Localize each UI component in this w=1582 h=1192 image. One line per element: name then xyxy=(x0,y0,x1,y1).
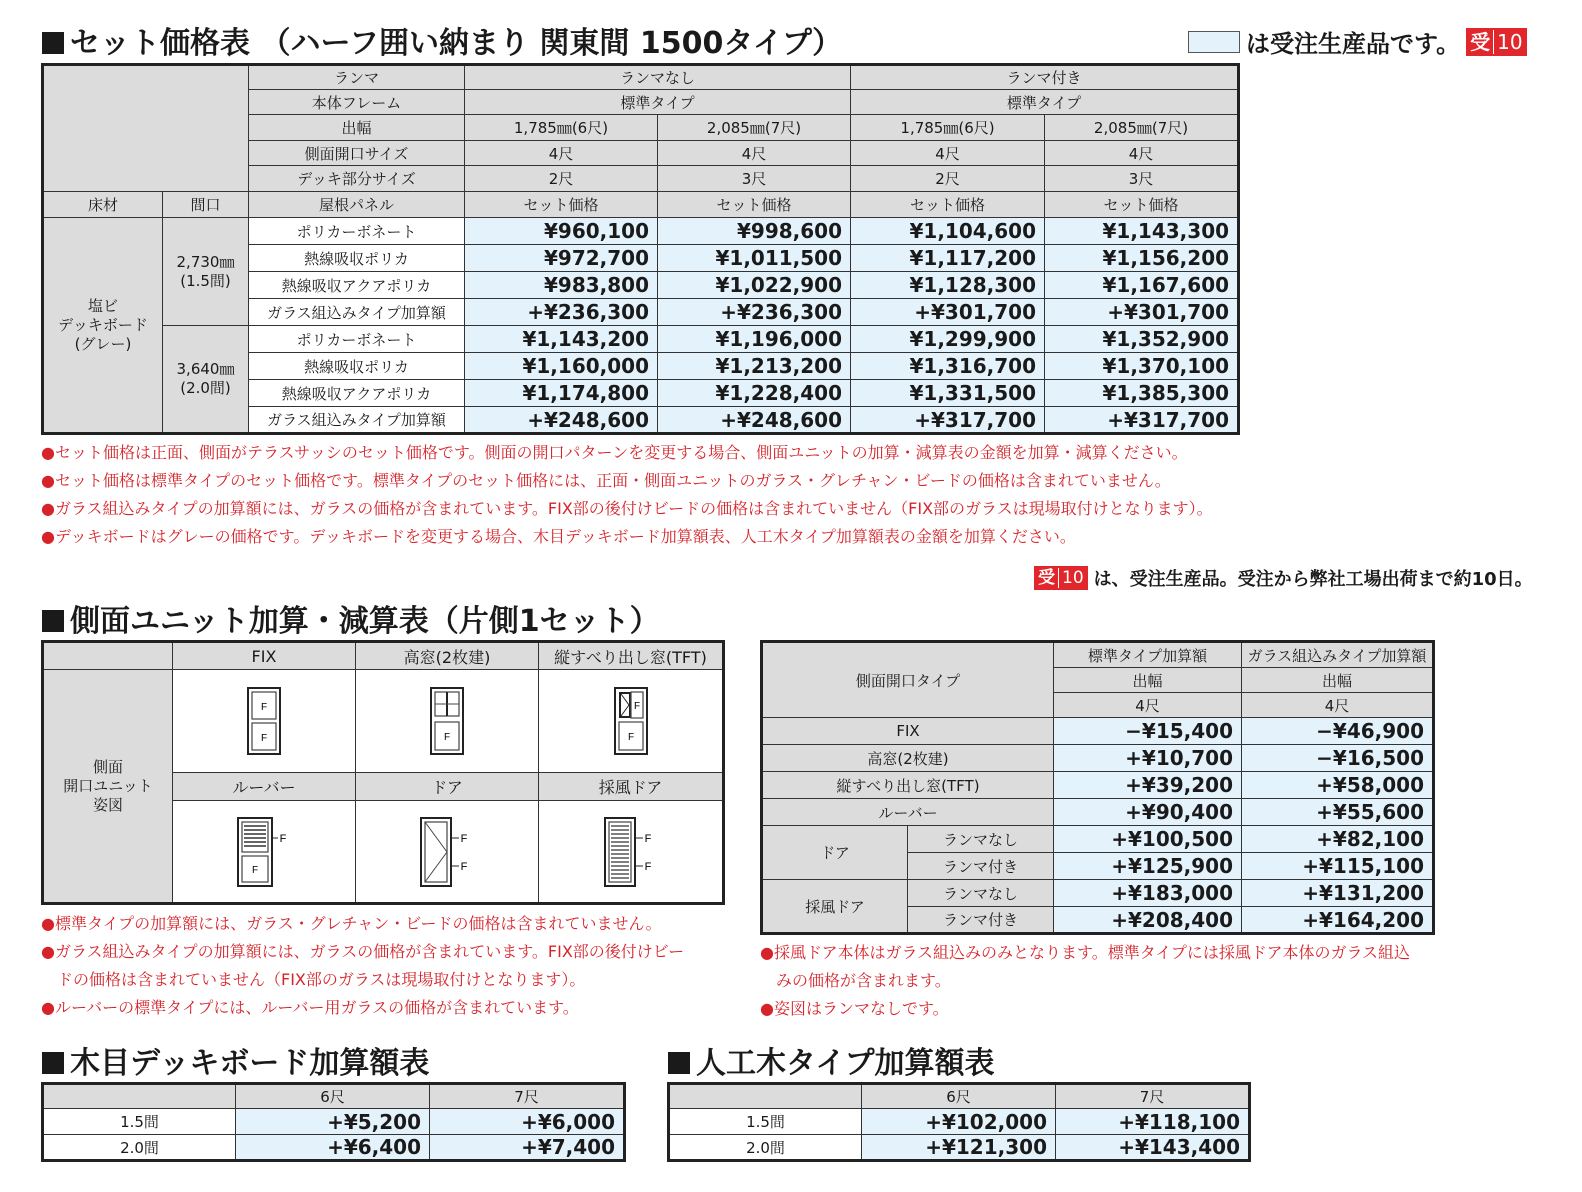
roof-cell: 熱線吸収ポリカ xyxy=(249,353,465,380)
table-cell: ランマなし xyxy=(908,880,1054,907)
table-cell: 標準タイプ加算額 xyxy=(1054,642,1242,668)
custom-order-badge: 受 10 xyxy=(1034,566,1088,590)
fix-window-icon xyxy=(246,686,282,756)
legend xyxy=(1188,24,1527,59)
price-cell: ¥1,160,000 xyxy=(465,353,658,380)
row-label-ranma: ランマ xyxy=(249,65,465,90)
price-cell: +¥100,500 xyxy=(1054,826,1242,853)
price-cell: ¥960,100 xyxy=(465,218,658,245)
price-cell: +¥58,000 xyxy=(1242,772,1434,799)
price-cell: +¥10,700 xyxy=(1054,745,1242,772)
side-open-cell: 4尺 xyxy=(851,141,1045,166)
row-label-width: 出幅 xyxy=(249,115,465,141)
price-cell: ¥998,600 xyxy=(658,218,851,245)
table-cell: ガラス組込みタイプ加算額 xyxy=(1242,642,1434,668)
svg-text:F: F xyxy=(644,860,651,873)
price-cell: +¥301,700 xyxy=(851,299,1045,326)
table-cell: 2.0間 xyxy=(669,1135,862,1161)
table-cell: ルーバー xyxy=(762,799,1054,826)
table-cell: 採風ドア xyxy=(539,773,724,801)
width-cell: 1,785㎜(6尺) xyxy=(851,115,1045,141)
page-title: セット価格表 （ハーフ囲い納まり 関東間 1500タイプ） xyxy=(42,18,842,62)
price-cell: ¥1,128,300 xyxy=(851,272,1045,299)
door-icon xyxy=(417,816,477,888)
price-cell: ¥1,228,400 xyxy=(658,380,851,407)
price-cell: +¥131,200 xyxy=(1242,880,1434,907)
roof-cell: ガラス組込みタイプ加算額 xyxy=(249,407,465,434)
table-cell: 2.0間 xyxy=(43,1135,236,1161)
table-cell: 高窓(2枚建) xyxy=(356,642,539,670)
side-open-cell: 4尺 xyxy=(658,141,851,166)
square-bullet-icon xyxy=(668,1052,690,1074)
price-header: セット価格 xyxy=(465,192,658,218)
tft-window-icon xyxy=(613,686,649,756)
svg-text:F: F xyxy=(460,860,468,873)
table-cell: 6尺 xyxy=(862,1084,1056,1109)
side-unit-notes-right xyxy=(760,939,1410,1023)
maguchi-cell: 3,640㎜ (2.0間) xyxy=(163,326,249,434)
deck-size-cell: 3尺 xyxy=(1045,166,1239,192)
svg-text:F: F xyxy=(443,732,451,743)
legend-text: は受注生産品です。 xyxy=(1246,30,1461,58)
price-cell: ¥1,117,200 xyxy=(851,245,1045,272)
louver-figure xyxy=(173,801,356,904)
price-cell: +¥6,400 xyxy=(236,1135,430,1161)
side-unit-title: 側面ユニット加算・減算表（片側1セット） xyxy=(42,596,660,640)
svg-text:F: F xyxy=(260,733,268,744)
price-cell: ¥1,167,600 xyxy=(1045,272,1239,299)
price-cell: ¥1,143,300 xyxy=(1045,218,1239,245)
table-row xyxy=(43,326,1239,353)
fix-figure xyxy=(173,670,356,773)
table-cell: 出幅 xyxy=(1054,668,1242,693)
price-cell: ¥1,385,300 xyxy=(1045,380,1239,407)
price-cell: +¥317,700 xyxy=(1045,407,1239,434)
door-figure xyxy=(356,801,539,904)
table-row xyxy=(762,745,1434,772)
custom-order-swatch xyxy=(1188,31,1240,53)
table-row xyxy=(669,1109,1250,1135)
price-cell: +¥115,100 xyxy=(1242,853,1434,880)
price-cell: +¥39,200 xyxy=(1054,772,1242,799)
table-row xyxy=(762,772,1434,799)
table-cell: ランマ付き xyxy=(908,907,1054,934)
table-cell: ルーバー xyxy=(173,773,356,801)
table-cell: 6尺 xyxy=(236,1084,430,1109)
deck-size-cell: 3尺 xyxy=(658,166,851,192)
svg-text:F: F xyxy=(260,702,268,713)
price-cell: +¥248,600 xyxy=(465,407,658,434)
corner-cell xyxy=(43,642,173,670)
roof-cell: 熱線吸収アクアポリカ xyxy=(249,380,465,407)
maguchi-cell: 2,730㎜ (1.5間) xyxy=(163,218,249,326)
price-header: セット価格 xyxy=(851,192,1045,218)
type-label: 側面開口タイプ xyxy=(762,642,1054,718)
table-row xyxy=(43,1109,625,1135)
corner-cell xyxy=(43,1084,236,1109)
svg-text:F: F xyxy=(633,701,640,712)
price-cell: +¥236,300 xyxy=(465,299,658,326)
floor-cell: 塩ビ デッキボード (グレー) xyxy=(43,218,163,434)
wood-deck-table xyxy=(41,1082,626,1162)
roof-cell: ガラス組込みタイプ加算額 xyxy=(249,299,465,326)
price-cell: −¥46,900 xyxy=(1242,718,1434,745)
width-cell: 2,085㎜(7尺) xyxy=(1045,115,1239,141)
table-cell: ドア xyxy=(762,826,908,880)
side-unit-notes-left xyxy=(41,910,684,1022)
table-cell: 縦すべり出し窓(TFT) xyxy=(762,772,1054,799)
price-cell: −¥15,400 xyxy=(1054,718,1242,745)
unit-figure-table xyxy=(41,640,725,905)
price-cell: −¥16,500 xyxy=(1242,745,1434,772)
price-cell: +¥55,600 xyxy=(1242,799,1434,826)
side-open-cell: 4尺 xyxy=(1045,141,1239,166)
price-header: セット価格 xyxy=(658,192,851,218)
table-cell: ランマ付き xyxy=(908,853,1054,880)
table-row xyxy=(669,1135,1250,1161)
table-cell: 4尺 xyxy=(1054,693,1242,718)
row-label-deck-size: デッキ部分サイズ xyxy=(249,166,465,192)
price-cell: +¥7,400 xyxy=(430,1135,625,1161)
price-cell: +¥90,400 xyxy=(1054,799,1242,826)
width-cell: 1,785㎜(6尺) xyxy=(465,115,658,141)
note-line: ●ルーバーの標準タイプには、ルーバー用ガラスの価格が含まれています。 xyxy=(41,998,579,1017)
set-price-notes xyxy=(41,439,1213,551)
artificial-wood-table xyxy=(667,1082,1251,1162)
price-cell: +¥5,200 xyxy=(236,1109,430,1135)
price-cell: ¥1,213,200 xyxy=(658,353,851,380)
price-cell: ¥1,022,900 xyxy=(658,272,851,299)
roof-cell: ポリカーボネート xyxy=(249,218,465,245)
square-bullet-icon xyxy=(42,610,64,632)
table-cell: 7尺 xyxy=(1056,1084,1250,1109)
svg-text:F: F xyxy=(627,732,634,743)
table-row xyxy=(43,218,1239,245)
svg-text:F: F xyxy=(644,832,651,845)
note-line: ●ガラス組込みタイプの加算額には、ガラスの価格が含まれています。FIX部の後付けビードの価格は含まれていません（FIX部のガラスは現場取付けとなります）。 xyxy=(41,499,1213,518)
price-cell: +¥317,700 xyxy=(851,407,1045,434)
side-unit-price-table xyxy=(760,640,1435,935)
price-cell: ¥1,352,900 xyxy=(1045,326,1239,353)
corner-cell xyxy=(669,1084,862,1109)
note-line: ●標準タイプの加算額には、ガラス・グレチャン・ビードの価格は含まれていません。 xyxy=(41,914,662,933)
price-cell: ¥1,331,500 xyxy=(851,380,1045,407)
price-cell: ¥1,299,900 xyxy=(851,326,1045,353)
set-price-table xyxy=(41,63,1240,435)
table-cell: 縦すべり出し窓(TFT) xyxy=(539,642,724,670)
note-line: ●セット価格は標準タイプのセット価格です。標準タイプのセット価格には、正面・側面ユニットのガラス・グレチャン・ビードの価格は含まれていません。 xyxy=(41,471,1171,490)
price-cell: +¥6,000 xyxy=(430,1109,625,1135)
tft-figure xyxy=(539,670,724,773)
note-line: ●セット価格は正面、側面がテラスサッシのセット価格です。側面の開口パターンを変更する場合、側面ユニットの加算・減算表の金額を加算・減算ください。 xyxy=(41,443,1188,462)
price-cell: ¥1,156,200 xyxy=(1045,245,1239,272)
note-line: みの価格が含まれます。 xyxy=(760,971,951,990)
row-label-side-open: 側面開口サイズ xyxy=(249,141,465,166)
roof-cell: ポリカーボネート xyxy=(249,326,465,353)
note-line: ●採風ドア本体はガラス組込みのみとなります。標準タイプには採風ドア本体のガラス組込 xyxy=(760,943,1410,962)
louver-icon xyxy=(234,816,294,888)
price-cell: +¥121,300 xyxy=(862,1135,1056,1161)
price-cell: +¥236,300 xyxy=(658,299,851,326)
frame-cell: 標準タイプ xyxy=(465,90,851,115)
corner-cell xyxy=(43,65,249,192)
price-cell: +¥183,000 xyxy=(1054,880,1242,907)
price-cell: +¥82,100 xyxy=(1242,826,1434,853)
price-cell: +¥125,900 xyxy=(1054,853,1242,880)
side-open-cell: 4尺 xyxy=(465,141,658,166)
col-label-floor: 床材 xyxy=(43,192,163,218)
high-window-figure xyxy=(356,670,539,773)
price-cell: +¥164,200 xyxy=(1242,907,1434,934)
table-row xyxy=(762,880,1434,907)
table-cell: 1.5間 xyxy=(43,1109,236,1135)
custom-order-note: 受 10 は、受注生産品。受注から弊社工場出荷まで約10日。 xyxy=(1034,565,1533,591)
price-cell: +¥208,400 xyxy=(1054,907,1242,934)
table-row xyxy=(762,799,1434,826)
table-row xyxy=(762,826,1434,853)
note-line: ●デッキボードはグレーの価格です。デッキボードを変更する場合、木目デッキボード加算額表、人工木タイプ加算額表の金額を加算ください。 xyxy=(41,527,1076,546)
price-cell: +¥118,100 xyxy=(1056,1109,1250,1135)
roof-cell: 熱線吸収アクアポリカ xyxy=(249,272,465,299)
table-row xyxy=(762,718,1434,745)
price-cell: ¥1,174,800 xyxy=(465,380,658,407)
note-line: ●姿図はランマなしです。 xyxy=(760,999,949,1018)
high-window-icon xyxy=(429,686,465,756)
wood-deck-title: 木目デッキボード加算額表 xyxy=(42,1038,429,1082)
table-cell: 7尺 xyxy=(430,1084,625,1109)
table-cell: FIX xyxy=(173,642,356,670)
table-cell: 出幅 xyxy=(1242,668,1434,693)
ranma-none-header: ランマなし xyxy=(465,65,851,90)
price-cell: +¥301,700 xyxy=(1045,299,1239,326)
ranma-with-header: ランマ付き xyxy=(851,65,1239,90)
custom-order-badge: 受 10 xyxy=(1466,28,1526,56)
width-cell: 2,085㎜(7尺) xyxy=(658,115,851,141)
svg-text:F: F xyxy=(279,832,287,845)
price-cell: ¥1,370,100 xyxy=(1045,353,1239,380)
windoor-figure xyxy=(539,801,724,904)
table-row xyxy=(43,1135,625,1161)
deck-size-cell: 2尺 xyxy=(465,166,658,192)
col-label-roof: 屋根パネル xyxy=(249,192,465,218)
table-cell: FIX xyxy=(762,718,1054,745)
note-line: ドの価格は含まれていません（FIX部のガラスは現場取付けとなります）。 xyxy=(41,970,586,989)
table-cell: 1.5間 xyxy=(669,1109,862,1135)
col-label-maguchi: 間口 xyxy=(163,192,249,218)
price-cell: ¥1,316,700 xyxy=(851,353,1045,380)
price-cell: ¥1,196,000 xyxy=(658,326,851,353)
price-cell: +¥248,600 xyxy=(658,407,851,434)
price-cell: ¥1,011,500 xyxy=(658,245,851,272)
table-cell: ドア xyxy=(356,773,539,801)
table-cell: 4尺 xyxy=(1242,693,1434,718)
svg-text:F: F xyxy=(251,864,259,876)
note-line: ●ガラス組込みタイプの加算額には、ガラスの価格が含まれています。FIX部の後付けビー xyxy=(41,942,685,961)
price-cell: ¥1,143,200 xyxy=(465,326,658,353)
price-cell: +¥102,000 xyxy=(862,1109,1056,1135)
deck-size-cell: 2尺 xyxy=(851,166,1045,192)
ventilation-door-icon xyxy=(601,816,661,888)
table-cell: 採風ドア xyxy=(762,880,908,934)
square-bullet-icon xyxy=(42,32,64,54)
row-label-frame: 本体フレーム xyxy=(249,90,465,115)
table-cell: 高窓(2枚建) xyxy=(762,745,1054,772)
table-cell: ランマなし xyxy=(908,826,1054,853)
price-cell: ¥983,800 xyxy=(465,272,658,299)
frame-cell: 標準タイプ xyxy=(851,90,1239,115)
price-header: セット価格 xyxy=(1045,192,1239,218)
price-cell: ¥972,700 xyxy=(465,245,658,272)
price-cell: +¥143,400 xyxy=(1056,1135,1250,1161)
artificial-wood-title: 人工木タイプ加算額表 xyxy=(668,1038,995,1082)
square-bullet-icon xyxy=(42,1052,64,1074)
price-cell: ¥1,104,600 xyxy=(851,218,1045,245)
unit-figure-label: 側面 開口ユニット 姿図 xyxy=(43,670,173,904)
roof-cell: 熱線吸収ポリカ xyxy=(249,245,465,272)
svg-text:F: F xyxy=(460,832,468,845)
